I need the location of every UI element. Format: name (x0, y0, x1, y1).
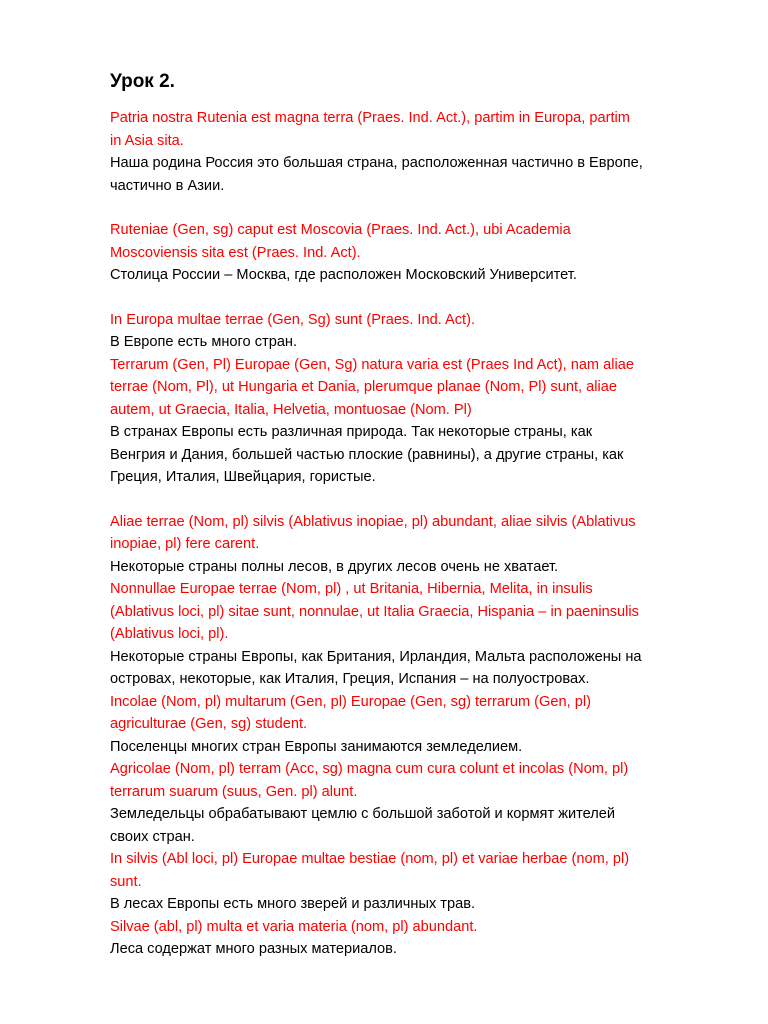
russian-line: В Европе есть много стран. (110, 334, 298, 350)
paragraph (110, 691, 720, 759)
latin-line: Aliae terrae (Nom, pl) silvis (Ablativus inopiae, pl) abundant, aliae silvis (Ablativus (110, 513, 636, 530)
latin-line: Silvae (abl, pl) multa et varia materia (nom, pl) abundant. (110, 918, 478, 935)
latin-line: (Ablativus loci, pl). (110, 626, 229, 642)
russian-line: Греция, Италия, Швейцария, гористые. (110, 469, 376, 485)
russian-line: Земледельцы обрабатывают цемлю с большой заботой и кормят жителей (110, 806, 616, 822)
russian-line: Поселенцы многих стран Европы занимаются земледелием. (110, 738, 523, 755)
paragraph (110, 578, 720, 691)
latin-line: terrae (Nom, Pl), ut Hungaria et Dania, plerumque planae (Nom, Pl) sunt, aliae (110, 379, 617, 395)
russian-line: Леса содержат много разных материалов. (110, 941, 397, 957)
latin-line: Incolae (Nom, pl) multarum (Gen, pl) Europae (Gen, sg) terrarum (Gen, pl) (110, 693, 591, 710)
latin-line: inopiae, pl) fere carent. (110, 536, 260, 552)
paragraph (110, 916, 720, 961)
latin-line: In silvis (Abl loci, pl) Europae multae bestiae (nom, pl) et variae herbae (nom, pl) (110, 851, 630, 867)
latin-line: Moscoviensis sita est (Praes. Ind. Act). (110, 244, 361, 261)
paragraph-gap (110, 197, 720, 219)
paragraph (110, 354, 720, 489)
lesson-body (110, 107, 720, 961)
russian-line: своих стран. (110, 828, 195, 845)
russian-line: В странах Европы есть различная природа. Так некоторые страны, как (110, 424, 593, 440)
paragraph (110, 758, 720, 848)
lesson-title: Урок 2. (110, 71, 175, 92)
russian-line: В лесах Европы есть много зверей и различных трав. (110, 896, 476, 912)
latin-line: agriculturae (Gen, sg) student. (110, 716, 308, 732)
latin-line: Terrarum (Gen, Pl) Europae (Gen, Sg) natura varia est (Praes Ind Act), nam aliae (110, 356, 634, 373)
latin-line: Agricolae (Nom, pl) terram (Acc, sg) magna cum cura colunt et incolas (Nom, pl) (110, 761, 629, 777)
latin-line: Patria nostra Rutenia est magna terra (Praes. Ind. Act.), partim in Europa, partim (110, 110, 630, 126)
russian-line: Наша родина Россия это большая страна, расположенная частично в Европе, (110, 155, 643, 171)
russian-line: Венгрия и Дания, большей частью плоские (равнины), а другие страны, как (110, 446, 624, 463)
russian-line: островах, некоторые, как Италия, Греция, Испания – на полуостровах. (110, 671, 590, 687)
paragraph (110, 848, 720, 916)
latin-line: (Ablativus loci, pl) sitae sunt, nonnulae, ut Italia Graecia, Hispania – in paeninsulis (110, 603, 639, 620)
paragraph (110, 219, 720, 287)
latin-line: autem, ut Graecia, Italia, Helvetia, montuosae (Nom. Pl) (110, 401, 472, 418)
latin-line: Nonnullae Europae terrae (Nom, pl) , ut Britania, Hibernia, Melita, in insulis (110, 581, 593, 597)
latin-line: in Asia sita. (110, 132, 184, 149)
russian-line: Некоторые страны Европы, как Британия, Ирландия, Мальта расположены на (110, 648, 642, 665)
latin-line: In Europa multae terrae (Gen, Sg) sunt (Praes. Ind. Act). (110, 311, 476, 328)
paragraph (110, 511, 720, 579)
latin-line: terrarum suarum (suus, Gen. pl) alunt. (110, 783, 358, 800)
russian-line: Столица России – Москва, где расположен Московский Университет. (110, 267, 577, 283)
latin-line: Ruteniae (Gen, sg) caput est Moscovia (Praes. Ind. Act.), ubi Academia (110, 222, 571, 238)
paragraph (110, 309, 720, 354)
latin-line: sunt. (110, 873, 142, 890)
russian-line: частично в Азии. (110, 177, 225, 194)
russian-line: Некоторые страны полны лесов, в других лесов очень не хватает. (110, 558, 559, 575)
paragraph-gap (110, 287, 720, 309)
paragraph (110, 107, 720, 197)
paragraph-gap (110, 489, 720, 511)
